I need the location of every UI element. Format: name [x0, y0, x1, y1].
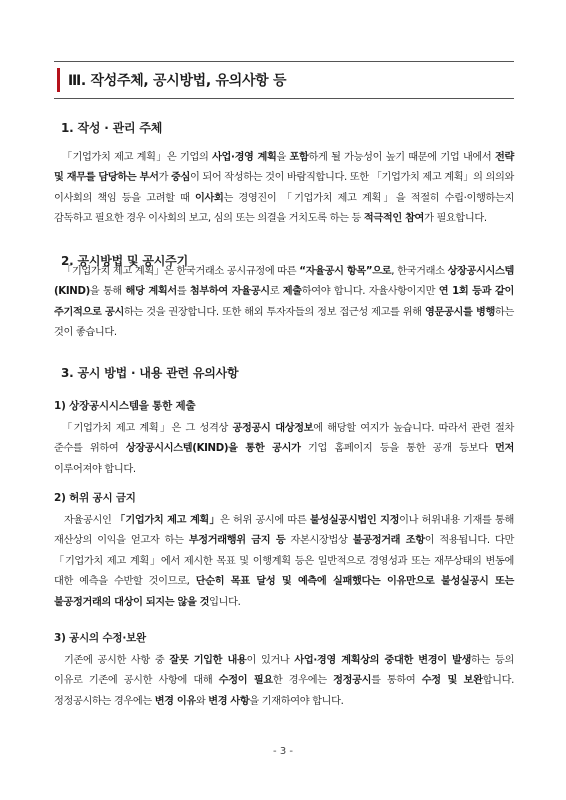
emphasis-text: 상장공시시스템(KIND)을 통한 공시가 — [125, 443, 301, 455]
emphasis-text: 사업·경영 계획상의 중대한 변경이 발생 — [294, 655, 472, 666]
section-heading-3: 3. 공시 방법 · 내용 관련 유의사항 — [61, 366, 239, 380]
body-text: 하는 것을 권장합니다. 또한 해외 투자자들의 정보 접근성 제고를 위해 — [123, 306, 426, 318]
emphasis-text: 정정공시 — [333, 675, 372, 687]
body-text: 「기업가치 제고 계획」은 그 성격상 — [62, 423, 233, 434]
emphasis-text: 상장공시시스템(KIND) — [54, 266, 514, 298]
emphasis-text: 변경 사항 — [208, 695, 250, 707]
emphasis-text: 첨부하여 자율공시 — [189, 286, 270, 298]
emphasis-text: 부정거래행위 금지 등 — [188, 535, 286, 547]
body-text: 한 경우에는 — [272, 675, 334, 687]
chapter-title: Ⅲ. 작성주체, 공시방법, 유의사항 등 — [68, 73, 287, 89]
emphasis-text: 전략 및 재무를 담당하는 부서 — [54, 152, 514, 184]
emphasis-text: 영문공시를 병행 — [425, 306, 495, 318]
emphasis-text: 먼저 — [495, 443, 514, 455]
section-heading-2: 2. 공시방법 및 공시주기 — [61, 254, 188, 268]
body-text: 자본시장법상 — [285, 535, 353, 547]
body-text: 이루어져야 합니다. — [54, 463, 136, 475]
emphasis-text: 공정공시 대상정보 — [232, 423, 314, 434]
emphasis-text: 사업·경영 계획 — [212, 152, 277, 163]
emphasis-text: 변경 이유 — [154, 695, 196, 707]
body-text: 하여야 합니다. 자율사항이지만 — [301, 286, 439, 298]
emphasis-text: 수정 및 보완 — [421, 675, 483, 687]
emphasis-text: 이사회 — [195, 192, 224, 204]
body-text: 기업 홈페이지 등을 통한 공개 등보다 — [300, 443, 496, 455]
body-text: 「기업가치 제고 계획」은 한국거래소 공시규정에 따른 — [62, 266, 300, 277]
emphasis-text: 포함 — [289, 152, 309, 163]
emphasis-text: “자율공시 항목”으로 — [299, 266, 392, 277]
body-text: 이 되어 작성하는 것이 바람직합니다. 또한 「기업가치 제고 계획」의 의의와 이사회의 책임 등을 고려할 때 — [54, 172, 514, 204]
body-text: 기존에 공시한 사항 중 — [64, 655, 170, 666]
emphasis-text: 중심 — [170, 172, 190, 184]
body-text: 로 — [269, 286, 283, 298]
section-paragraph-2 — [54, 262, 514, 344]
body-text: 는 경영진이 「기업가치 제고 계획」을 적절히 수립·이행하는지 감독하고 필요한 경우 이사회의 보고, 심의 또는 의결을 거치도록 하는 등 — [54, 192, 514, 225]
body-text: 을 통해 — [89, 286, 126, 298]
emphasis-text: 연 1회 등과 같이 주기적으로 공시 — [54, 286, 515, 318]
body-text: 은 허위 공시에 따른 — [219, 515, 310, 526]
emphasis-text: 불성실공시법인 지정 — [309, 515, 400, 526]
body-text: 을 — [276, 152, 290, 163]
body-text: 자율공시인 — [64, 515, 115, 526]
subsection-heading-2: 2) 허위 공시 금지 — [54, 492, 136, 504]
body-text: 이나 허위내용 기재를 통해 재산상의 이익을 얻고자 하는 — [54, 515, 515, 547]
body-text: , 한국거래소 — [391, 266, 448, 277]
body-text: 와 — [195, 695, 209, 707]
emphasis-text: 불공정거래 조항 — [352, 535, 425, 547]
emphasis-text: 수정이 필요 — [218, 675, 273, 687]
subsection-heading-3: 3) 공시의 수정·보완 — [54, 632, 147, 644]
body-text: 하는 것이 좋습니다. — [54, 306, 514, 339]
body-text: 에 해당할 여지가 높습니다. 따라서 관련 절차 준수를 위하여 — [54, 423, 515, 455]
subsection-heading-1: 1) 상장공시시스템을 통한 제출 — [54, 400, 196, 412]
body-text: 을 기재하여야 합니다. — [249, 695, 344, 707]
emphasis-text: 단순히 목표 달성 및 예측에 실패했다는 이유만으로 불성실공시 또는 불공정거래의 대상이 되지는 않을 것 — [54, 576, 514, 608]
body-text: 를 통하여 — [371, 675, 422, 687]
section-heading-1: 1. 작성 · 관리 주체 — [61, 121, 163, 135]
body-text: 하게 될 가능성이 높기 때문에 기업 내에서 — [308, 152, 496, 163]
emphasis-text: 「기업가치 제고 계획」 — [114, 515, 220, 526]
body-text: 이 적용됩니다. 다만 「기업가치 제고 계획」에서 제시한 목표 및 이행계획 등은 일반적으로 경영성과 또는 재무상태의 변동에 대한 예측을 수반할 것이므로, — [54, 535, 514, 588]
body-text: 가 필요합니다. — [424, 213, 487, 225]
emphasis-text: 해당 계획서 — [125, 286, 177, 298]
subsection-paragraph-2 — [54, 511, 514, 613]
page-number: - 3 - — [273, 746, 293, 757]
subsection-paragraph-1 — [54, 419, 514, 480]
body-text: 「기업가치 제고 계획」은 기업의 — [62, 152, 213, 163]
body-text: 입니다. — [209, 596, 241, 608]
body-text: 를 — [176, 286, 190, 298]
emphasis-text: 제출 — [282, 286, 302, 298]
body-text: 합니다. 정정공시하는 경우에는 — [54, 675, 514, 707]
chapter-accent-bar — [57, 68, 60, 92]
body-text: 가 — [158, 172, 171, 184]
emphasis-text: 잘못 기입한 내용 — [169, 655, 247, 666]
body-text: 하는 등의 이유로 기존에 공시한 사항에 대해 — [54, 655, 514, 687]
section-paragraph-1 — [54, 148, 514, 230]
subsection-paragraph-3 — [54, 651, 514, 712]
emphasis-text: 적극적인 참여 — [363, 213, 425, 225]
chapter-heading — [54, 61, 514, 99]
body-text: 이 있거나 — [246, 655, 295, 666]
